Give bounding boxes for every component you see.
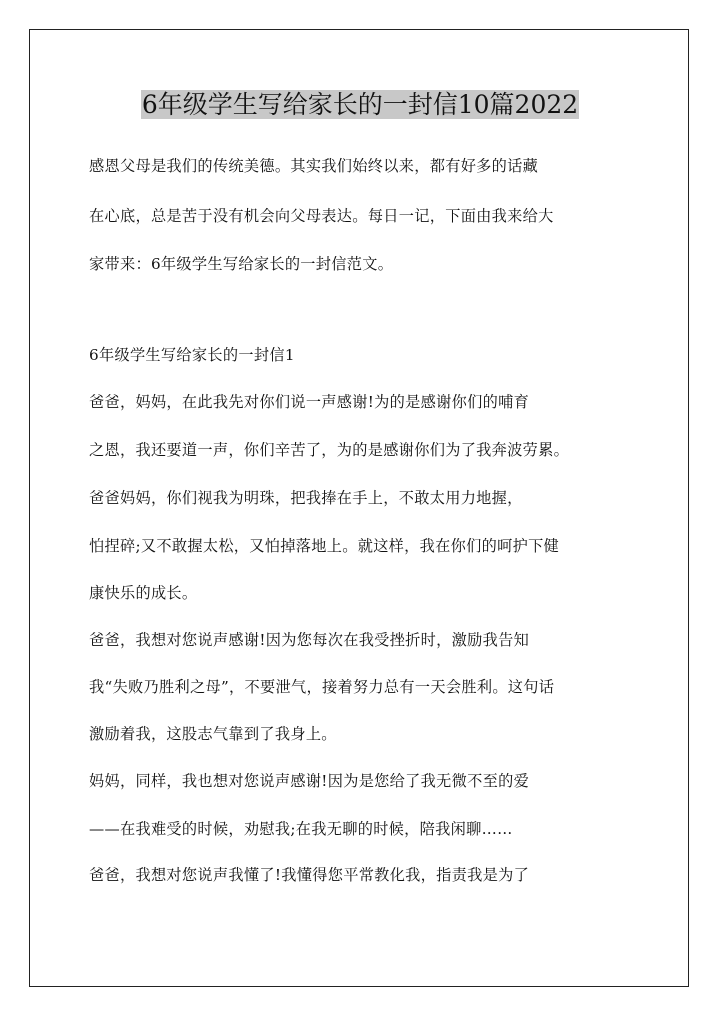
- paragraph-line: 激励着我，这股志气靠到了我身上。: [89, 725, 337, 743]
- section-heading: 6年级学生写给家长的一封信1: [89, 346, 295, 364]
- paragraph-line: ——在我难受的时候，劝慰我;在我无聊的时候，陪我闲聊……: [89, 820, 513, 838]
- paragraph-line: 爸爸妈妈，你们视我为明珠，把我捧在手上，不敢太用力地握，: [89, 489, 523, 507]
- paragraph-line: 康快乐的成长。: [89, 584, 198, 602]
- paragraph-line: 爸爸，我想对您说声我懂了!我懂得您平常教化我，指责我是为了: [89, 866, 530, 884]
- paragraph-line: 感恩父母是我们的传统美德。其实我们始终以来，都有好多的话藏: [89, 157, 539, 175]
- paragraph-line: 之恩，我还要道一声，你们辛苦了，为的是感谢你们为了我奔波劳累。: [89, 441, 570, 459]
- paragraph-line: 爸爸，妈妈，在此我先对你们说一声感谢!为的是感谢你们的哺育: [89, 393, 530, 411]
- paragraph-line: 我“失败乃胜利之母”，不要泄气，接着努力总有一天会胜利。这句话: [89, 678, 555, 696]
- document-title: [0, 88, 720, 122]
- document-title-text: 6年级学生写给家长的一封信10篇2022: [141, 90, 579, 119]
- paragraph-line: 家带来：6年级学生写给家长的一封信范文。: [89, 255, 394, 273]
- paragraph-line: 爸爸，我想对您说声感谢!因为您每次在我受挫折时，激励我告知: [89, 631, 530, 649]
- paragraph-line: 怕捏碎;又不敢握太松，又怕掉落地上。就这样，我在你们的呵护下健: [89, 537, 560, 555]
- paragraph-line: 妈妈，同样，我也想对您说声感谢!因为是您给了我无微不至的爱: [89, 772, 530, 790]
- paragraph-line: 在心底，总是苦于没有机会向父母表达。每日一记，下面由我来给大: [89, 207, 554, 225]
